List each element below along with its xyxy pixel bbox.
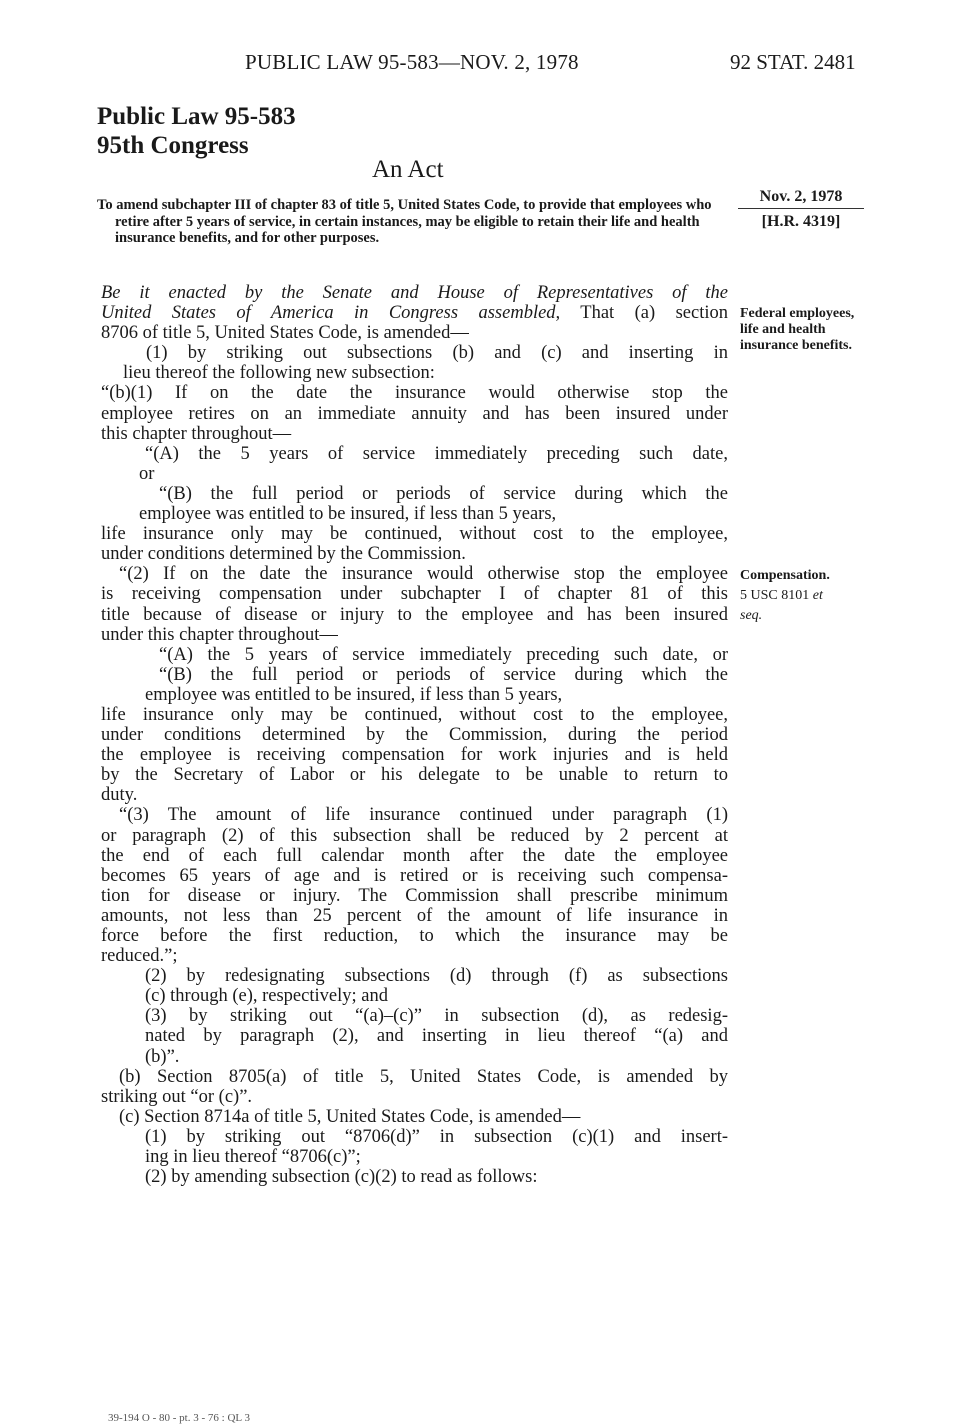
body-line: ing in lieu thereof “8706(c)”;: [145, 1147, 361, 1168]
body-line: becomes 65 years of age and is retired or is receiving such compensa-: [101, 865, 728, 886]
body-line: (1) by striking out “8706(d)” in subsection (c)(1) and insert-: [145, 1126, 728, 1147]
act-heading: An Act: [372, 156, 444, 183]
enactment-date-note: [738, 188, 864, 231]
body-line: under conditions determined by the Commission, during the period: [101, 725, 728, 746]
body-line: “(3) The amount of life insurance continued under paragraph (1): [119, 805, 728, 826]
purpose-text: To amend subchapter III of chapter 83 of title 5, United States Code, to provide that employees who retire after 5 years of service, in certain instances, may be eligible to retain their life and health insurance benefits, and for other purposes.: [97, 197, 712, 246]
enacting-clause-text: That (a) section: [560, 303, 728, 324]
body-line: lieu thereof the following new subsection:: [123, 363, 435, 384]
body-line: under this chapter throughout—: [101, 624, 338, 645]
body-line: duty.: [101, 785, 138, 806]
body-line: (c) Section 8714a of title 5, United States Code, is amended—: [119, 1106, 581, 1127]
purpose-clause: [97, 197, 727, 247]
body-line: (b)”.: [145, 1046, 180, 1067]
public-law-number: Public Law 95-583: [97, 103, 296, 130]
body-line: nated by paragraph (2), and inserting in lieu thereof “(a) and: [145, 1026, 728, 1047]
body-line: (b) Section 8705(a) of title 5, United States Code, is amended by: [119, 1066, 728, 1087]
citation-seq: seq.: [740, 608, 763, 623]
body-line: the employee is receiving compensation for work injuries and is held: [101, 745, 728, 766]
margin-note-subject: Federal employees, life and health insurance benefits.: [740, 306, 855, 353]
body-line: (1) by striking out subsections (b) and (c) and inserting in: [146, 343, 728, 364]
print-footer-code: 39-194 O - 80 - pt. 3 - 76 : QL 3: [108, 1412, 250, 1424]
body-line: (2) by amending subsection (c)(2) to read as follows:: [145, 1167, 538, 1188]
body-line: (3) by striking out “(a)–(c)” in subsection (d), as redesig-: [145, 1006, 728, 1027]
body-line: life insurance only may be continued, without cost to the employee,: [101, 524, 728, 545]
body-line: force before the first reduction, to which the insurance may be: [101, 926, 728, 946]
body-line: employee was entitled to be insured, if less than 5 years,: [139, 504, 557, 525]
enacting-clause-italic: Be it enacted by the Senate and House of Representatives of the: [101, 283, 728, 303]
body-line: or: [139, 463, 155, 484]
body-line: or paragraph (2) of this subsection shall be reduced by 2 percent at: [101, 825, 728, 846]
running-header-title: PUBLIC LAW 95-583—NOV. 2, 1978: [245, 50, 579, 74]
body-line: employee was entitled to be insured, if less than 5 years,: [145, 684, 563, 705]
enacting-clause-line-1: [101, 283, 728, 303]
body-line: tion for disease or injury. The Commission shall prescribe minimum: [101, 885, 728, 906]
margin-note-citation: [740, 586, 860, 626]
body-line: title because of disease or injury to the employee and has been insured: [101, 604, 728, 625]
enacting-clause-italic-2: United States of America in Congress assembled,: [101, 303, 561, 324]
statute-page-reference: 92 STAT. 2481: [730, 50, 856, 74]
body-line: life insurance only may be continued, without cost to the employee,: [101, 704, 728, 725]
body-line: “(A) the 5 years of service immediately preceding such date, or: [159, 644, 728, 665]
margin-note-compensation-title: Compensation.: [740, 568, 830, 583]
citation-et: et: [812, 588, 823, 603]
body-line: (2) by redesignating subsections (d) through (f) as subsections: [145, 966, 728, 987]
body-line: is receiving compensation under subchapter I of chapter 81 of this: [101, 584, 728, 605]
citation-code: 5 USC 8101: [740, 588, 810, 603]
body-line: the end of each full calendar month after the date the employee: [101, 845, 728, 866]
enactment-date: Nov. 2, 1978: [738, 188, 864, 209]
congress-number: 95th Congress: [97, 132, 249, 159]
body-line: this chapter throughout—: [101, 423, 292, 444]
body-line: “(B) the full period or periods of service during which the: [159, 483, 728, 504]
bill-number: [H.R. 4319]: [761, 213, 841, 230]
body-line: reduced.”;: [101, 946, 178, 967]
body-line: amounts, not less than 25 percent of the amount of life insurance in: [101, 905, 728, 926]
body-line: striking out “or (c)”.: [101, 1086, 253, 1107]
enacting-clause-line-2: [101, 303, 728, 323]
margin-note-compensation: [740, 566, 860, 626]
body-line: “(b)(1) If on the date the insurance would otherwise stop the: [101, 383, 728, 404]
body-line: under conditions determined by the Commission.: [101, 544, 466, 565]
body-line: “(2) If on the date the insurance would otherwise stop the employee: [119, 564, 728, 585]
body-line: “(B) the full period or periods of service during which the: [159, 664, 728, 685]
body-line: (c) through (e), respectively; and: [145, 986, 388, 1007]
statute-body: [101, 283, 728, 1187]
body-line: by the Secretary of Labor or his delegate to be unable to return to: [101, 765, 728, 786]
body-line: employee retires on an immediate annuity and has been insured under: [101, 403, 728, 424]
law-title-block: [97, 102, 296, 160]
body-line: 8706 of title 5, United States Code, is amended—: [101, 323, 469, 344]
body-line: “(A) the 5 years of service immediately preceding such date,: [145, 443, 728, 464]
